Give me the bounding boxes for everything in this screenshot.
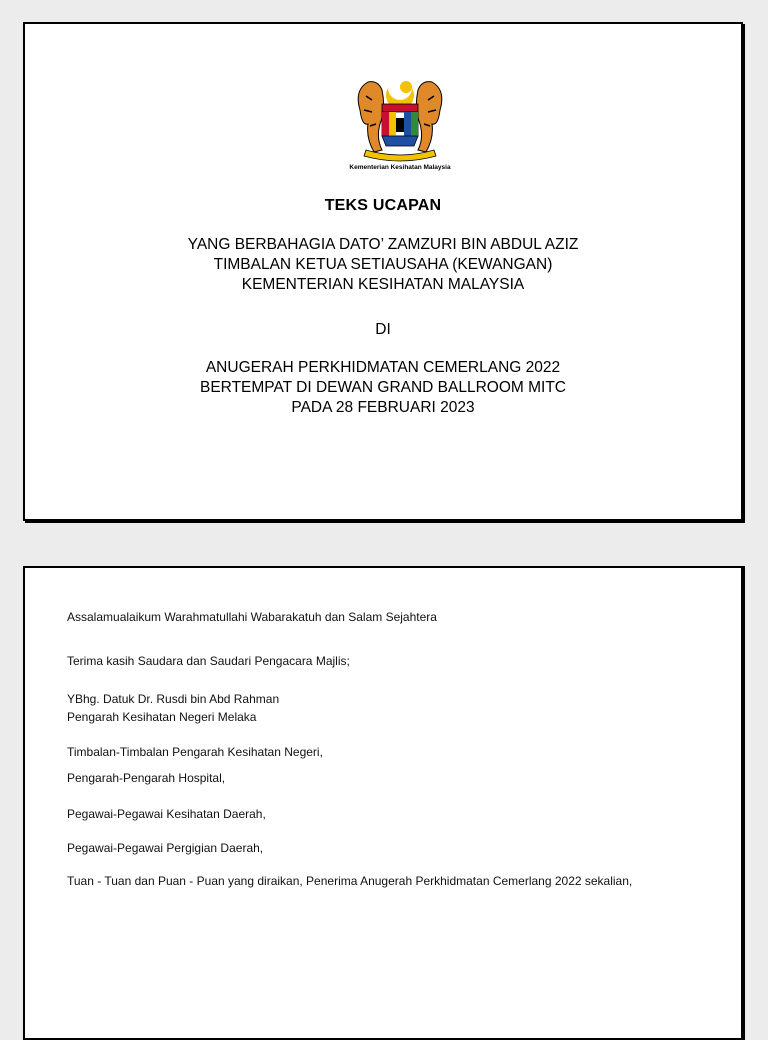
speech-line: YBhg. Datuk Dr. Rusdi bin Abd Rahman	[67, 692, 280, 706]
event-line: PADA 28 FEBRUARI 2023	[291, 399, 475, 416]
speaker-line: TIMBALAN KETUA SETIAUSAHA (KEWANGAN)	[213, 256, 553, 273]
speaker-line: KEMENTERIAN KESIHATAN MALAYSIA	[241, 276, 525, 293]
speech-line: Pengarah Kesihatan Negeri Melaka	[67, 710, 257, 724]
coat-of-arms-logo	[330, 70, 470, 190]
speaker-block	[25, 235, 741, 295]
document-title: TEKS UCAPAN	[324, 197, 442, 214]
logo-caption: Kementerian Kesihatan Malaysia	[349, 164, 451, 171]
connector-line: DI	[375, 321, 391, 338]
speech-line: Timbalan-Timbalan Pengarah Kesihatan Negeri,	[67, 745, 323, 759]
event-block	[25, 358, 741, 418]
speech-line: Pengarah-Pengarah Hospital,	[67, 771, 226, 785]
speech-line: Pegawai-Pegawai Kesihatan Daerah,	[67, 807, 266, 821]
connector-text	[25, 320, 741, 340]
speech-line: Terima kasih Saudara dan Saudari Pengacara Majlis;	[67, 654, 350, 668]
cover-page	[23, 22, 743, 521]
event-line: ANUGERAH PERKHIDMATAN CEMERLANG 2022	[205, 359, 561, 376]
speech-line: Tuan - Tuan dan Puan - Puan yang diraikan, Penerima Anugerah Perkhidmatan Cemerlang 2022 sekalian,	[67, 874, 633, 888]
greeting-line: Assalamualaikum Warahmatullahi Wabarakatuh dan Salam Sejahtera	[67, 610, 437, 624]
speaker-line: YANG BERBAHAGIA DATO’ ZAMZURI BIN ABDUL AZIZ	[187, 236, 579, 253]
event-line: BERTEMPAT DI DEWAN GRAND BALLROOM MITC	[199, 379, 566, 396]
speech-line: Pegawai-Pegawai Pergigian Daerah,	[67, 841, 264, 855]
speech-page	[23, 566, 743, 1040]
